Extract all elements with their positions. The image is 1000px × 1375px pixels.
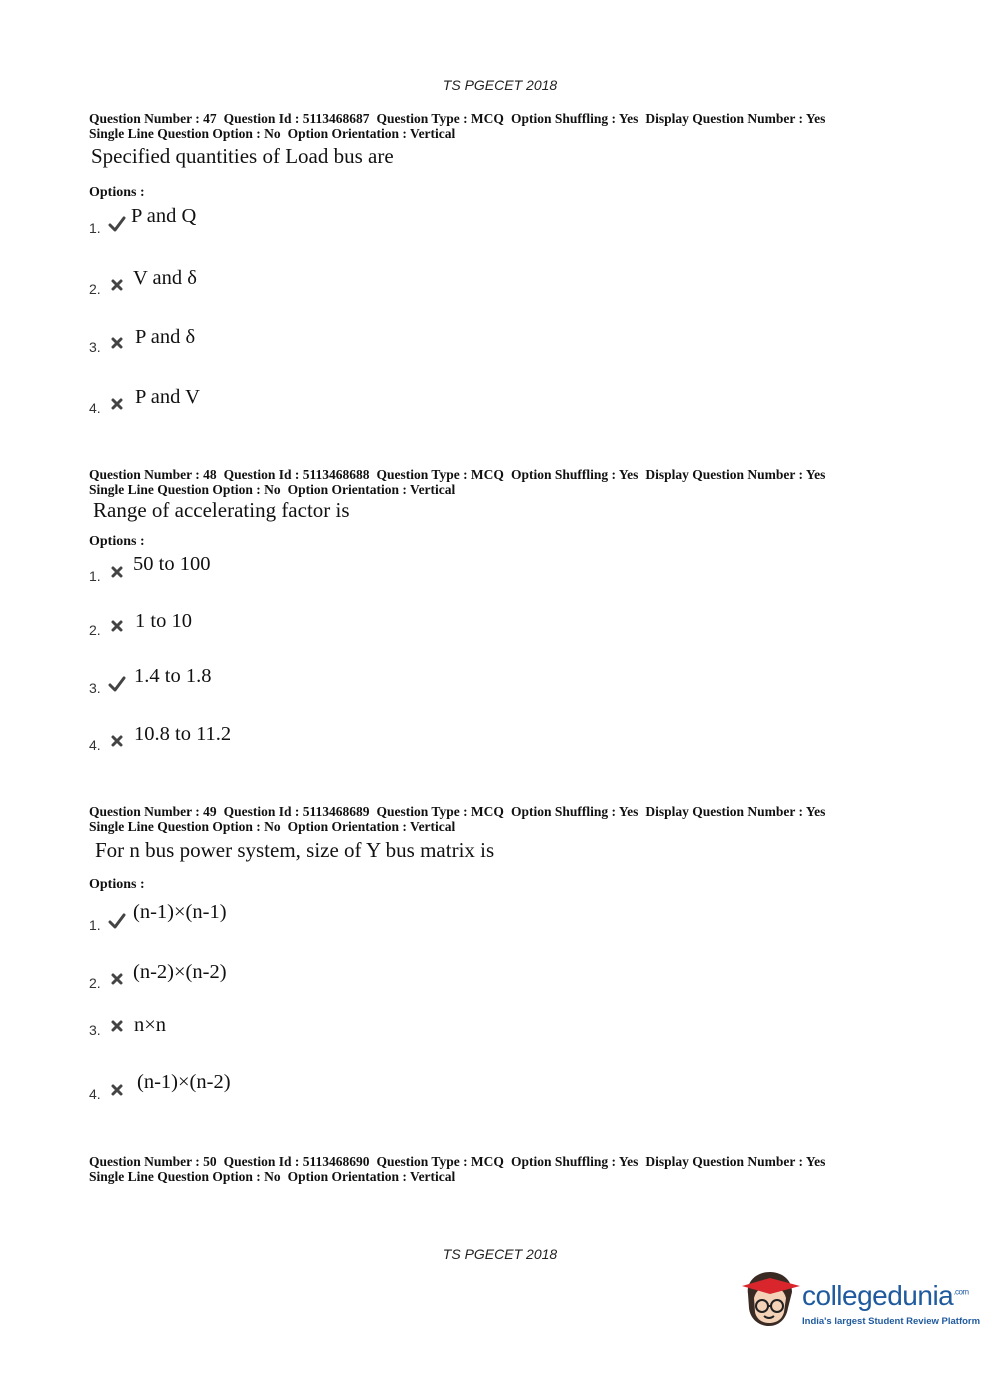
option-number: 3.: [89, 680, 101, 696]
option-number: 3.: [89, 1022, 101, 1038]
collegedunia-logo: [740, 1268, 980, 1338]
option-text: 1.4 to 1.8: [134, 665, 212, 687]
option-text: P and Q: [131, 205, 197, 227]
option-number: 1.: [89, 917, 101, 933]
page-header: TS PGECET 2018: [442, 77, 558, 93]
question-text: Range of accelerating factor is: [93, 498, 350, 522]
cross-icon: [108, 1017, 126, 1035]
mascot-icon: [740, 1268, 802, 1332]
option-text: V and δ: [133, 267, 197, 289]
option-number: 4.: [89, 737, 101, 753]
options-label: Options :: [89, 534, 145, 549]
cross-icon: [108, 617, 126, 635]
option-number: 4.: [89, 400, 101, 416]
option-text: n×n: [134, 1014, 167, 1036]
cross-icon: [108, 395, 126, 413]
question-meta: Question Number : 50 Question Id : 5113468690 Question Type : MCQ Option Shuffling : Yes Display Question Number : Yes Single Line Question Option : No Option Orientation : Vertical: [89, 1154, 826, 1184]
option-number: 2.: [89, 622, 101, 638]
question-text: For n bus power system, size of Y bus matrix is: [95, 838, 495, 862]
question-meta: Question Number : 49 Question Id : 5113468689 Question Type : MCQ Option Shuffling : Yes Display Question Number : Yes Single Line Question Option : No Option Orientation : Vertical: [89, 804, 826, 834]
option-text: (n-1)×(n-2): [137, 1071, 231, 1093]
checkmark-icon: [108, 215, 126, 233]
logo-wordmark: collegedunia$^{.com}$: [802, 1280, 969, 1311]
option-number: 2.: [89, 281, 101, 297]
option-text: (n-2)×(n-2): [133, 961, 227, 983]
option-number: 2.: [89, 975, 101, 991]
cross-icon: [108, 276, 126, 294]
option-text: P and δ: [135, 326, 196, 348]
cross-icon: [108, 334, 126, 352]
cross-icon: [108, 970, 126, 988]
option-text: (n-1)×(n-1): [133, 901, 227, 923]
logo-tagline: India's largest Student Review Platform: [802, 1316, 981, 1327]
option-number: 3.: [89, 339, 101, 355]
checkmark-icon: [108, 912, 126, 930]
page-footer: TS PGECET 2018: [442, 1246, 558, 1262]
cross-icon: [108, 1081, 126, 1099]
question-meta: Question Number : 48 Question Id : 5113468688 Question Type : MCQ Option Shuffling : Yes Display Question Number : Yes Single Line Question Option : No Option Orientation : Vertical: [89, 467, 826, 497]
option-text: 10.8 to 11.2: [134, 723, 232, 745]
options-label: Options :: [89, 877, 145, 892]
option-text: P and V: [135, 386, 200, 408]
option-number: 4.: [89, 1086, 101, 1102]
question-text: Specified quantities of Load bus are: [91, 144, 394, 168]
option-number: 1.: [89, 568, 101, 584]
cross-icon: [108, 732, 126, 750]
option-number: 1.: [89, 220, 101, 236]
cross-icon: [108, 563, 126, 581]
checkmark-icon: [108, 675, 126, 693]
question-meta: Question Number : 47 Question Id : 5113468687 Question Type : MCQ Option Shuffling : Yes Display Question Number : Yes Single Line Question Option : No Option Orientation : Vertical: [89, 111, 826, 141]
option-text: 50 to 100: [133, 553, 211, 575]
option-text: 1 to 10: [135, 610, 192, 632]
options-label: Options :: [89, 185, 145, 200]
